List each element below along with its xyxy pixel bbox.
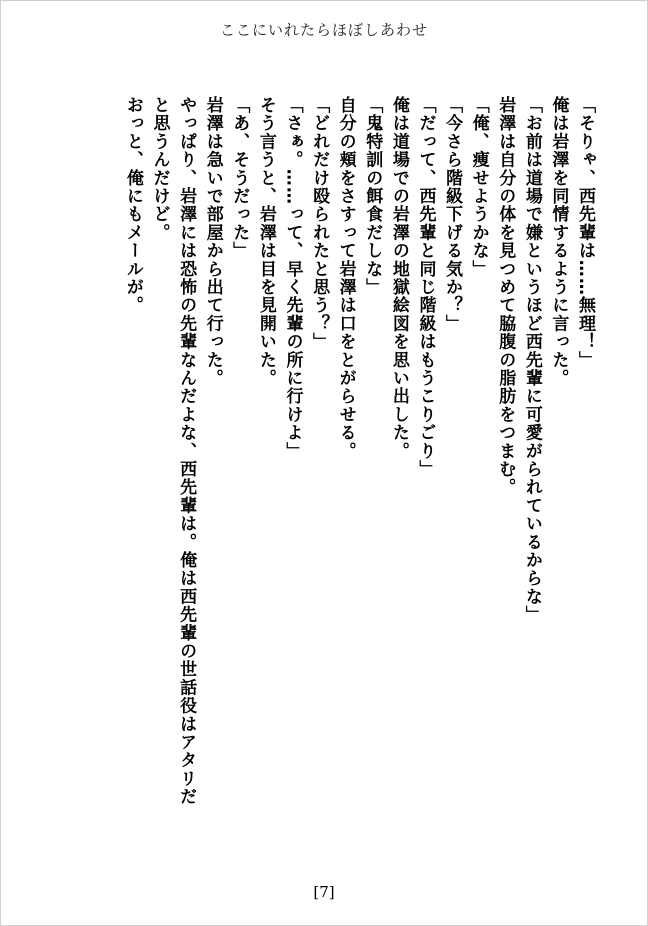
text-line-9: 「鬼特訓の餌食だしな」: [362, 96, 383, 297]
text-line-4: 岩澤は自分の体を見つめて脇腹の脂肪をつまむ。: [495, 96, 516, 497]
text-line-10: 自分の頬をさすって岩澤は口をとがらせる。: [335, 96, 356, 460]
text-line-2: 俺は岩澤を同情するように言った。: [548, 96, 569, 388]
text-line-8: 俺は道場での岩澤の地獄絵図を思い出した。: [388, 96, 409, 460]
text-line-13: そう言うと、岩澤は目を見開いた。: [255, 96, 276, 388]
text-line-14: 「あ、そうだった」: [229, 96, 250, 260]
text-line-6: 「今さら階級下げる気か？」: [442, 96, 463, 333]
text-line-12: 「さぁ。……って、早く先輩の所に行けよ」: [282, 96, 303, 460]
novel-body-text: [119, 96, 598, 856]
text-line-16: やっぱり、岩澤には恐怖の先輩なんだよな、西先輩は。俺は西先輩の世話役はアタリだ: [176, 96, 197, 806]
page-number: [7]: [313, 883, 335, 901]
text-line-15: 岩澤は急いで部屋から出て行った。: [202, 96, 223, 388]
text-line-17: と思うんだけど。: [149, 96, 170, 242]
text-line-5: 「俺、痩せようかな」: [468, 96, 489, 278]
text-line-18: おっと、俺にもメールが。: [122, 96, 143, 315]
text-line-11: 「どれだけ殴られたと思う？」: [309, 96, 330, 351]
running-title: ここにいれたらほぼしあわせ: [219, 21, 428, 39]
text-line-1: 「そりゃ、西先輩は……無理！」: [575, 96, 595, 369]
text-line-3: 「お前は道場で嫌というほど西先輩に可愛がられているからな」: [521, 96, 542, 624]
text-line-7: 「だって、西先輩と同じ階級はもうこりごり」: [415, 96, 436, 479]
